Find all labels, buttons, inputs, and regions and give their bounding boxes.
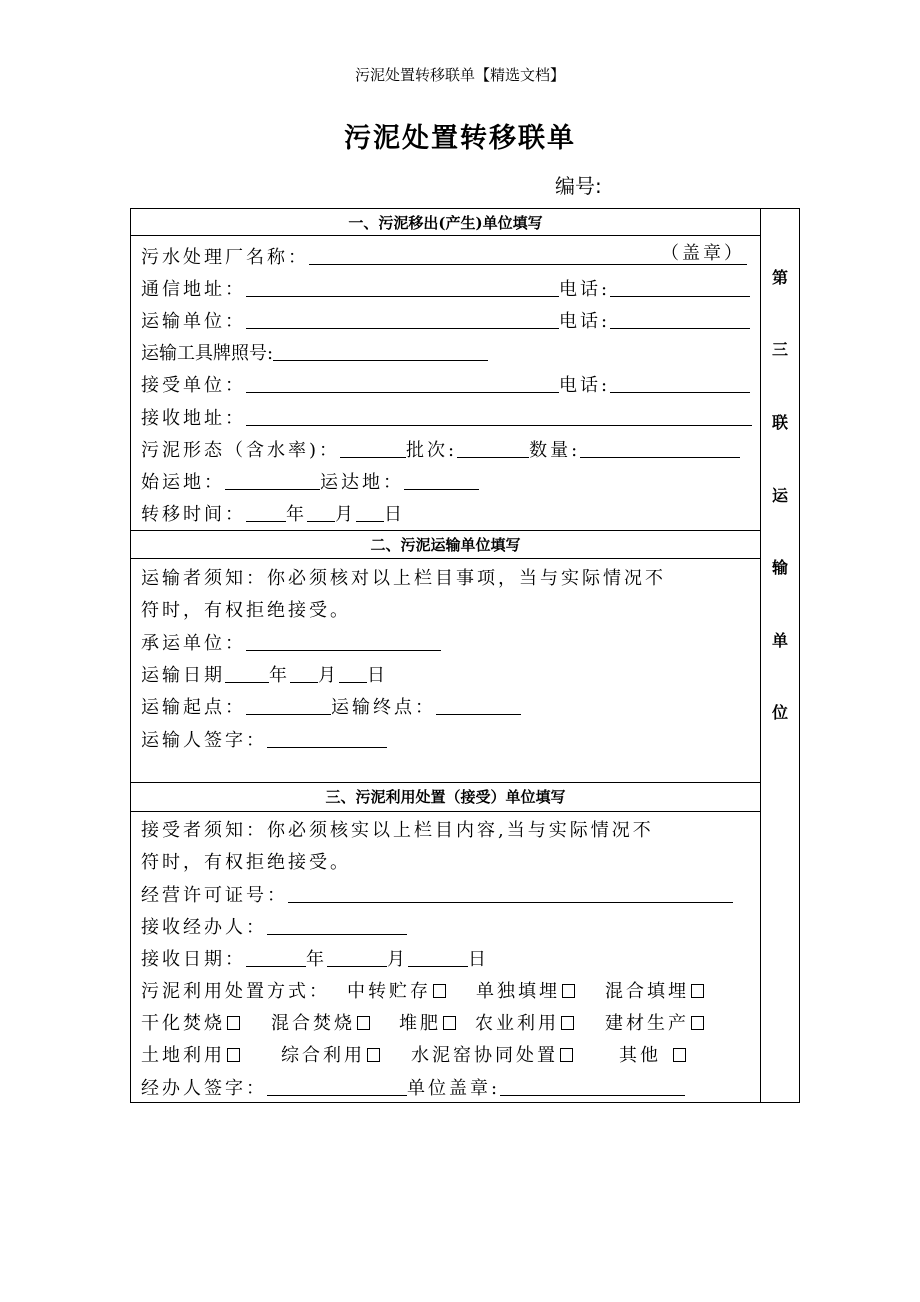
receiving-address-field[interactable] bbox=[246, 405, 752, 426]
receiving-unit-field[interactable] bbox=[246, 372, 559, 393]
option-landfill-mixed[interactable] bbox=[605, 979, 704, 1005]
checkbox[interactable] bbox=[691, 1016, 704, 1030]
plant-name-label: 污水处理厂名称： bbox=[141, 247, 309, 268]
transport-date-label: 运输日期 bbox=[141, 665, 225, 686]
transporter-signature-field[interactable] bbox=[267, 727, 387, 748]
side-char: 输 bbox=[771, 558, 788, 577]
address-field[interactable] bbox=[246, 276, 559, 297]
receive-date-row bbox=[141, 946, 489, 972]
transfer-form bbox=[130, 208, 800, 1103]
option-label: 中转贮存 bbox=[347, 981, 431, 1002]
handler-signature-label: 经办人签字： bbox=[141, 1078, 267, 1099]
destination-label: 运达地： bbox=[320, 472, 404, 493]
checkbox[interactable] bbox=[227, 1016, 240, 1030]
side-char: 第 bbox=[771, 268, 788, 287]
phone-label: 电话: bbox=[559, 279, 611, 300]
sludge-form-label: 污泥形态（含水率)： bbox=[141, 440, 341, 461]
option-transfer-storage[interactable] bbox=[347, 979, 446, 1005]
option-label: 其他 bbox=[619, 1045, 661, 1066]
option-other[interactable] bbox=[619, 1043, 686, 1069]
license-label: 经营许可证号： bbox=[141, 885, 288, 906]
section-divider bbox=[131, 782, 760, 783]
address-row bbox=[141, 276, 750, 302]
end-label: 运输终点： bbox=[331, 697, 436, 718]
checkbox[interactable] bbox=[357, 1016, 370, 1030]
side-char: 联 bbox=[771, 413, 788, 432]
option-dry-incineration[interactable] bbox=[141, 1011, 240, 1037]
batch-field[interactable] bbox=[457, 437, 529, 458]
side-char: 三 bbox=[771, 340, 788, 359]
disposal-method-label: 污泥利用处置方式： bbox=[141, 981, 330, 1002]
side-char: 位 bbox=[771, 703, 788, 722]
month-label: 月 bbox=[335, 504, 356, 525]
transport-month-field[interactable] bbox=[290, 662, 318, 683]
quantity-field[interactable] bbox=[580, 437, 740, 458]
carrier-field[interactable] bbox=[246, 630, 441, 651]
carrier-notice-line1: 运输者须知：你必须核对以上栏目事项，当与实际情况不 bbox=[141, 568, 666, 589]
year-label: 年 bbox=[269, 665, 290, 686]
side-char: 单 bbox=[771, 631, 788, 650]
carrier-label: 承运单位： bbox=[141, 633, 246, 654]
batch-label: 批次: bbox=[406, 440, 458, 461]
receive-year-field[interactable] bbox=[246, 946, 306, 967]
side-char: 运 bbox=[771, 486, 788, 505]
option-label: 农业利用 bbox=[475, 1013, 559, 1034]
section-divider bbox=[131, 811, 760, 812]
option-label: 综合利用 bbox=[281, 1045, 365, 1066]
day-label: 日 bbox=[367, 665, 388, 686]
section-divider bbox=[131, 530, 760, 531]
option-label: 水泥窑协同处置 bbox=[411, 1045, 558, 1066]
option-mixed-incineration[interactable] bbox=[271, 1011, 370, 1037]
option-label: 堆肥 bbox=[399, 1013, 441, 1034]
checkbox[interactable] bbox=[673, 1048, 686, 1062]
disposal-method-row3 bbox=[141, 1043, 751, 1069]
vehicle-plate-field[interactable] bbox=[273, 340, 488, 361]
stamp-note: （盖章） bbox=[661, 243, 745, 264]
receiving-address-label: 接收地址： bbox=[141, 408, 246, 429]
origin-field[interactable] bbox=[225, 469, 320, 490]
checkbox[interactable] bbox=[433, 984, 446, 998]
vehicle-plate-row bbox=[141, 340, 488, 366]
handler-signature-field[interactable] bbox=[267, 1075, 407, 1096]
transport-day-field[interactable] bbox=[339, 662, 367, 683]
option-land-use[interactable] bbox=[141, 1043, 240, 1069]
transport-route-row bbox=[141, 694, 521, 720]
vehicle-plate-label: 运输工具牌照号: bbox=[141, 343, 274, 364]
option-label: 单独填埋 bbox=[476, 981, 560, 1002]
section3-title: 三、污泥利用处置（接受）单位填写 bbox=[325, 788, 566, 806]
section-divider bbox=[131, 235, 760, 236]
option-label: 混合填埋 bbox=[605, 981, 689, 1002]
option-label: 建材生产 bbox=[605, 1013, 689, 1034]
receive-day-field[interactable] bbox=[408, 946, 468, 967]
handler-signature-row bbox=[141, 1075, 685, 1101]
receiving-unit-row bbox=[141, 372, 750, 398]
receive-date-label: 接收日期： bbox=[141, 949, 246, 970]
phone-label: 电话: bbox=[559, 311, 611, 332]
option-cement-kiln[interactable] bbox=[411, 1043, 573, 1069]
option-building-material[interactable] bbox=[605, 1011, 704, 1037]
day-label: 日 bbox=[468, 949, 489, 970]
option-landfill-single[interactable] bbox=[476, 979, 575, 1005]
option-label: 干化焚烧 bbox=[141, 1013, 225, 1034]
address-label: 通信地址： bbox=[141, 279, 246, 300]
option-label: 土地利用 bbox=[141, 1045, 225, 1066]
checkbox[interactable] bbox=[367, 1048, 380, 1062]
checkbox[interactable] bbox=[560, 1048, 573, 1062]
phone-field[interactable] bbox=[610, 276, 750, 297]
disposal-method-row2 bbox=[141, 1011, 751, 1037]
start-field[interactable] bbox=[246, 694, 331, 715]
checkbox[interactable] bbox=[443, 1016, 456, 1030]
page-title: 污泥处置转移联单 bbox=[344, 123, 576, 154]
transfer-time-row bbox=[141, 501, 405, 527]
carrier-notice-line2: 符时，有权拒绝接受。 bbox=[141, 600, 351, 621]
handler-row bbox=[141, 914, 407, 940]
day-label: 日 bbox=[384, 504, 405, 525]
sludge-form-row bbox=[141, 437, 740, 463]
transport-unit-label: 运输单位： bbox=[141, 311, 246, 332]
receiver-notice-line2: 符时，有权拒绝接受。 bbox=[141, 852, 351, 873]
unit-stamp-label: 单位盖章: bbox=[407, 1078, 501, 1099]
transport-phone-field[interactable] bbox=[610, 308, 750, 329]
receiving-unit-label: 接受单位： bbox=[141, 375, 246, 396]
moisture-field[interactable] bbox=[340, 437, 406, 458]
receive-month-field[interactable] bbox=[327, 946, 387, 967]
year-field[interactable] bbox=[246, 501, 286, 522]
quantity-label: 数量: bbox=[529, 440, 581, 461]
option-integrated-use[interactable] bbox=[281, 1043, 380, 1069]
origin-label: 始运地： bbox=[141, 472, 225, 493]
section1-title: 一、污泥移出(产生)单位填写 bbox=[348, 214, 543, 232]
plant-name-field[interactable] bbox=[309, 244, 747, 265]
unit-stamp-field[interactable] bbox=[500, 1075, 685, 1096]
checkbox[interactable] bbox=[562, 984, 575, 998]
handler-label: 接收经办人： bbox=[141, 917, 267, 938]
section2-title: 二、污泥运输单位填写 bbox=[370, 536, 521, 554]
month-label: 月 bbox=[318, 665, 339, 686]
transport-unit-row bbox=[141, 308, 750, 334]
receiver-notice-line1: 接受者须知：你必须核实以上栏目内容,当与实际情况不 bbox=[141, 820, 654, 841]
option-label: 混合焚烧 bbox=[271, 1013, 355, 1034]
checkbox[interactable] bbox=[561, 1016, 574, 1030]
day-field[interactable] bbox=[356, 501, 384, 522]
document-header: 污泥处置转移联单【精选文档】 bbox=[354, 66, 565, 84]
checkbox[interactable] bbox=[691, 984, 704, 998]
year-label: 年 bbox=[286, 504, 307, 525]
option-compost[interactable] bbox=[399, 1011, 456, 1037]
checkbox[interactable] bbox=[227, 1048, 240, 1062]
phone-label: 电话: bbox=[559, 375, 611, 396]
month-label: 月 bbox=[387, 949, 408, 970]
section-divider bbox=[131, 558, 760, 559]
month-field[interactable] bbox=[307, 501, 335, 522]
carrier-row bbox=[141, 630, 441, 656]
transport-date-row bbox=[141, 662, 388, 688]
transporter-signature-label: 运输人签字： bbox=[141, 730, 267, 751]
end-field[interactable] bbox=[436, 694, 521, 715]
transfer-time-label: 转移时间： bbox=[141, 504, 246, 525]
serial-number-label: 编号: bbox=[555, 174, 602, 198]
option-agriculture[interactable] bbox=[475, 1011, 574, 1037]
year-label: 年 bbox=[306, 949, 327, 970]
destination-field[interactable] bbox=[404, 469, 479, 490]
transport-unit-field[interactable] bbox=[246, 308, 559, 329]
receiving-address-row bbox=[141, 405, 752, 431]
handler-field[interactable] bbox=[267, 914, 407, 935]
license-row bbox=[141, 882, 733, 908]
route-row bbox=[141, 469, 479, 495]
disposal-method-row1 bbox=[141, 979, 751, 1005]
transporter-signature-row bbox=[141, 727, 387, 753]
receiving-phone-field[interactable] bbox=[610, 372, 750, 393]
license-field[interactable] bbox=[288, 882, 733, 903]
transport-year-field[interactable] bbox=[225, 662, 269, 683]
start-label: 运输起点： bbox=[141, 697, 246, 718]
plant-name-row bbox=[141, 244, 747, 270]
